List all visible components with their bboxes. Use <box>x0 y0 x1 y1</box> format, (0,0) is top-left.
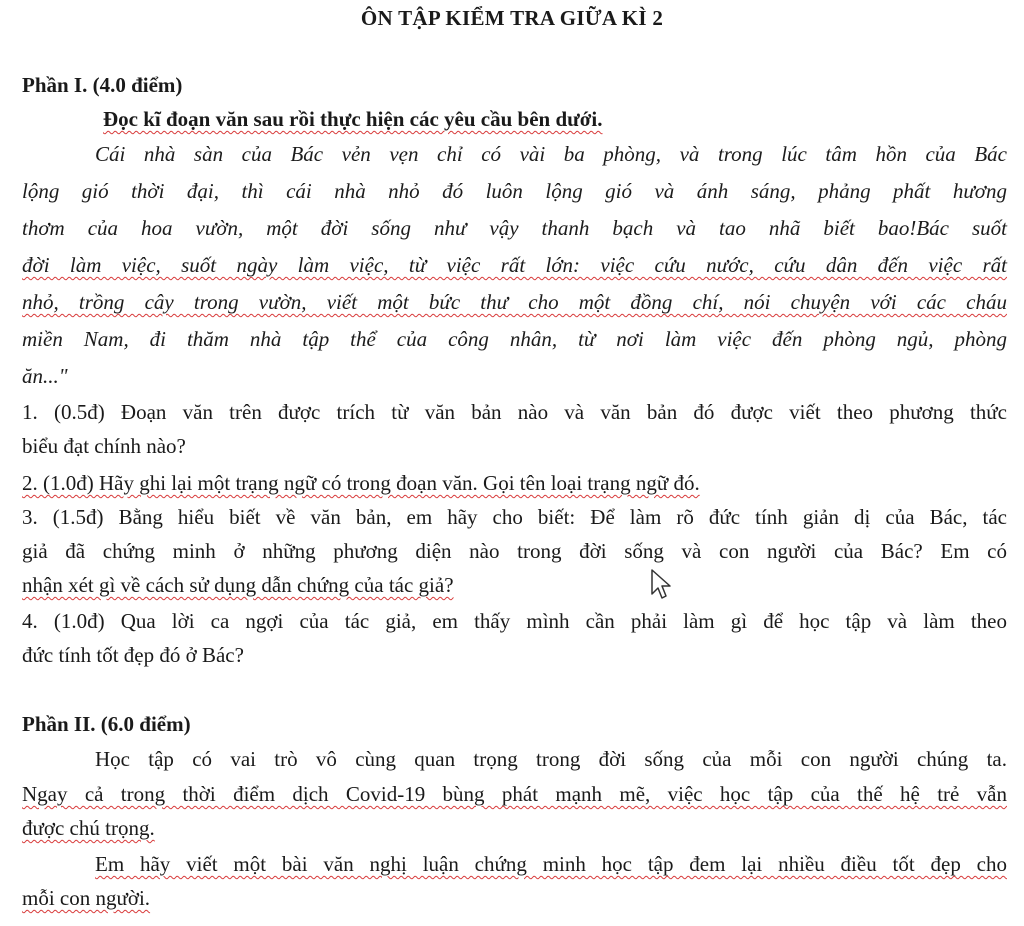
part2-intro-line: Học tập có vai trò vô cùng quan trọng trong đời sống của mỗi con người chúng ta. <box>95 747 1007 771</box>
passage-line: nhỏ, trồng cây trong vườn, viết một bức thư cho một đồng chí, nói chuyện với các cháu <box>22 290 1007 314</box>
part2-intro-line: Ngay cả trong thời điểm dịch Covid-19 bùng phát mạnh mẽ, việc học tập của thế hệ trẻ vẫn <box>22 782 1007 806</box>
question-2-line: 2. (1.0đ) Hãy ghi lại một trạng ngữ có trong đoạn văn. Gọi tên loại trạng ngữ đó. <box>22 471 700 495</box>
question-1-line: 1. (0.5đ) Đoạn văn trên được trích từ văn bản nào và văn bản đó được viết theo phương thức <box>22 400 1007 424</box>
question-3-line: 3. (1.5đ) Bằng hiểu biết về văn bản, em hãy cho biết: Để làm rõ đức tính giản dị của Bác, tác <box>22 505 1007 529</box>
part2-intro-line: được chú trọng. <box>22 816 155 840</box>
part2-task-line: Em hãy viết một bài văn nghị luận chứng minh học tập đem lại nhiều điều tốt đẹp cho <box>95 852 1007 876</box>
part1-instruction: Đọc kĩ đoạn văn sau rồi thực hiện các yêu cầu bên dưới. <box>103 107 603 131</box>
passage-line: ăn..." <box>22 364 68 388</box>
passage-line: miền Nam, đi thăm nhà tập thể của công nhân, từ nơi làm việc đến phòng ngủ, phòng <box>22 327 1007 351</box>
passage-line: thơm của hoa vườn, một đời sống như vậy thanh bạch và tao nhã biết bao!Bác suốt <box>22 216 1007 240</box>
passage-line: Cái nhà sàn của Bác vẻn vẹn chỉ có vài ba phòng, và trong lúc tâm hồn của Bác <box>95 142 1007 166</box>
passage-line: đời làm việc, suốt ngày làm việc, từ việc rất lớn: việc cứu nước, cứu dân đến việc rất <box>22 253 1007 277</box>
question-3-line: giả đã chứng minh ở những phương diện nào trong đời sống và con người của Bác? Em có <box>22 539 1007 563</box>
part1-heading: Phần I. (4.0 điểm) <box>22 73 183 97</box>
question-3-line: nhận xét gì về cách sử dụng dẫn chứng của tác giả? <box>22 573 454 597</box>
question-1-line: biểu đạt chính nào? <box>22 434 186 458</box>
document-title: ÔN TẬP KIỂM TRA GIỮA KÌ 2 <box>360 6 664 30</box>
question-4-line: đức tính tốt đẹp đó ở Bác? <box>22 643 244 667</box>
mouse-pointer-icon <box>650 568 672 600</box>
passage-line: lộng gió thời đại, thì cái nhà nhỏ đó luôn lộng gió và ánh sáng, phảng phất hương <box>22 179 1007 203</box>
question-4-line: 4. (1.0đ) Qua lời ca ngợi của tác giả, em thấy mình cần phải làm gì để học tập và làm theo <box>22 609 1007 633</box>
part2-heading: Phần II. (6.0 điểm) <box>22 712 191 736</box>
part2-task-line: mỗi con người. <box>22 886 151 910</box>
